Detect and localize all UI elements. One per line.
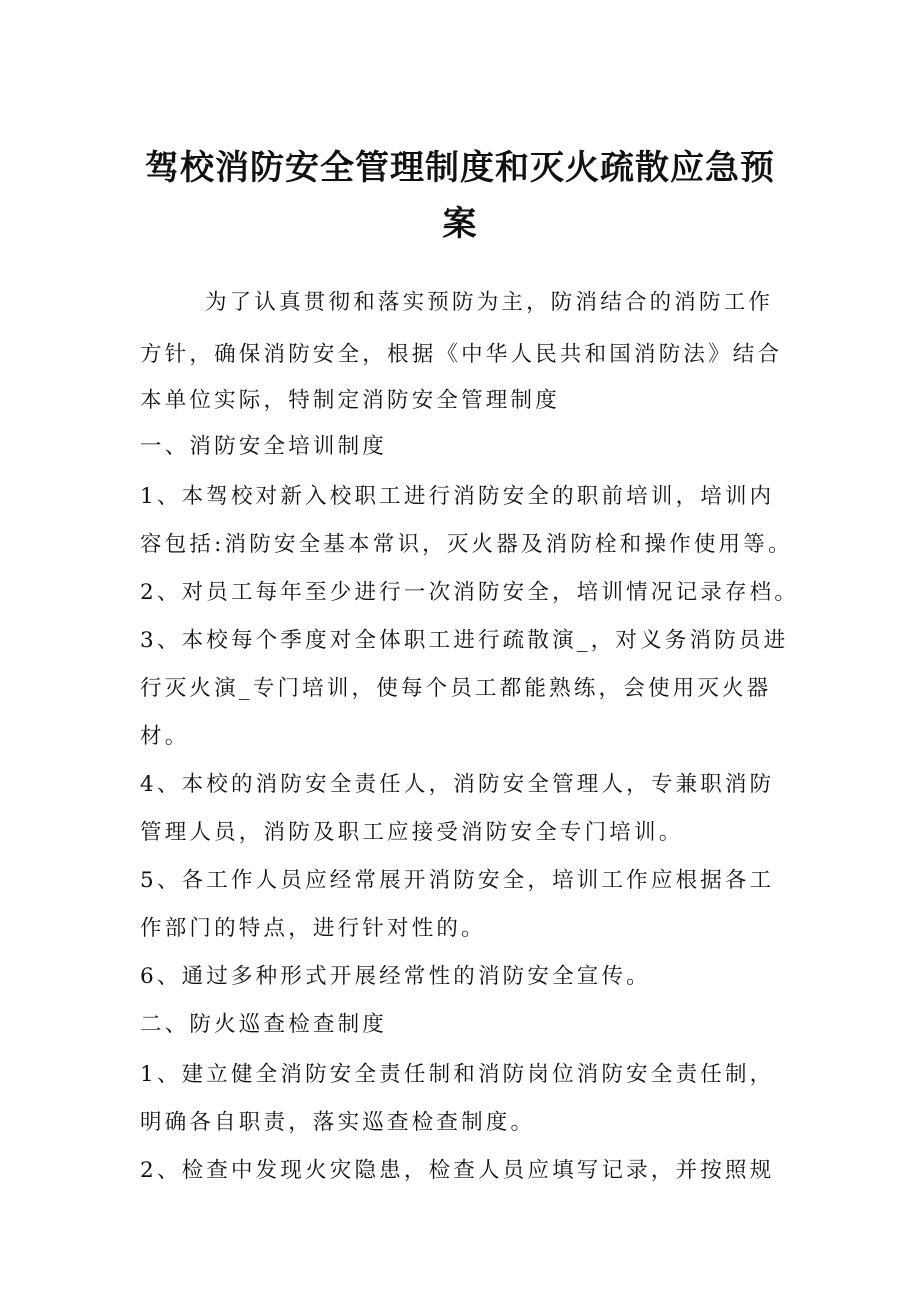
section-heading-training: 一、消防安全培训制度 (140, 434, 388, 459)
training-item-3-line-2: 行灭火演_专门培训，使每个员工都能熟练，会使用灭火器 (140, 676, 772, 701)
training-item-2: 2、对员工每年至少进行一次消防安全，培训情况记录存档。 (140, 580, 800, 605)
intro-line-1: 为了认真贯彻和落实预防为主，防消结合的消防工作 (205, 290, 774, 315)
training-item-1-line-2: 容包括:消防安全基本常识，灭火器及消防栓和操作使用等。 (140, 532, 793, 557)
intro-line-2: 方针，确保消防安全，根据《中华人民共和国消防法》结合 (140, 342, 783, 367)
intro-line-3: 本单位实际，特制定消防安全管理制度 (140, 388, 560, 413)
training-item-6: 6、通过多种形式开展经常性的消防安全宣传。 (140, 964, 651, 989)
patrol-item-1-line-1: 1、建立健全消防安全责任制和消防岗位消防安全责任制， (140, 1062, 775, 1087)
patrol-item-2-line-1: 2、检查中发现火灾隐患，检查人员应填写记录，并按照规 (140, 1158, 775, 1183)
document-title-line-1: 驾校消防安全管理制度和灭火疏散应急预 (145, 148, 775, 188)
training-item-4-line-2: 管理人员，消防及职工应接受消防安全专门培训。 (140, 820, 684, 845)
training-item-5-line-2: 作部门的特点，进行针对性的。 (140, 916, 486, 941)
training-item-1-line-1: 1、本驾校对新入校职工进行消防安全的职前培训，培训内 (140, 484, 775, 509)
training-item-3-line-1: 3、本校每个季度对全体职工进行疏散演_，对义务消防员进 (140, 628, 789, 653)
document-title-line-2: 案 (442, 204, 478, 244)
patrol-item-1-line-2: 明确各自职责，落实巡查检查制度。 (140, 1110, 536, 1135)
training-item-3-line-3: 材。 (140, 724, 190, 749)
training-item-5-line-1: 5、各工作人员应经常展开消防安全，培训工作应根据各工 (140, 868, 775, 893)
training-item-4-line-1: 4、本校的消防安全责任人，消防安全管理人，专兼职消防 (140, 772, 775, 797)
section-heading-patrol: 二、防火巡查检查制度 (140, 1012, 388, 1037)
